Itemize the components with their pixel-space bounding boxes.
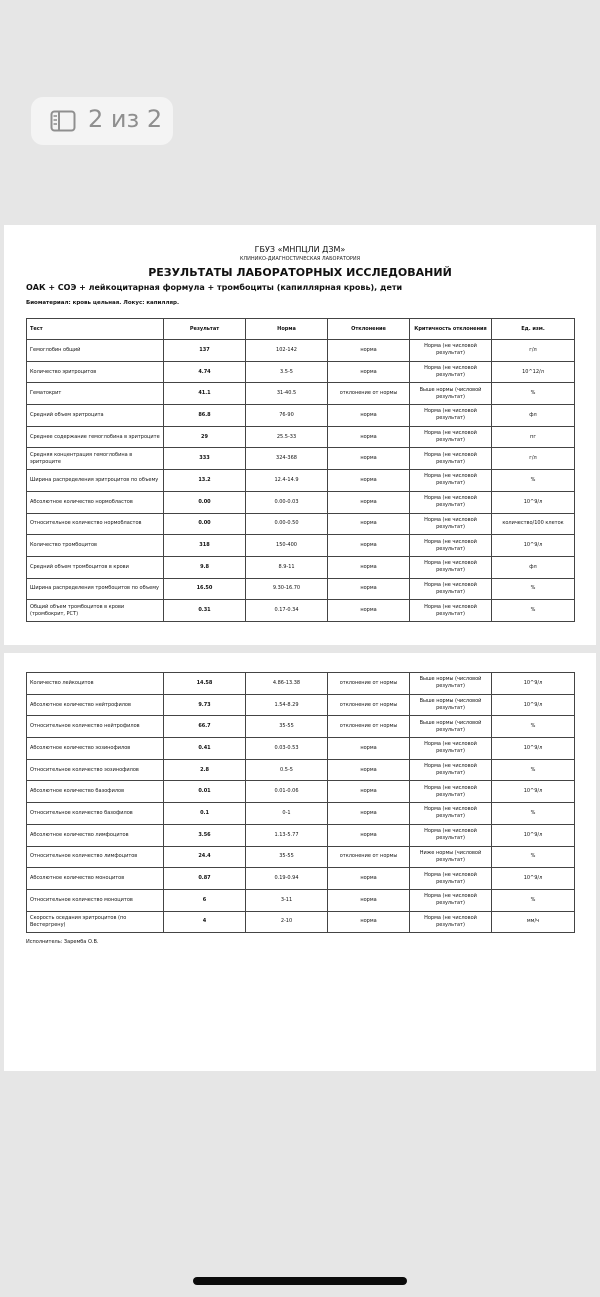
test-name: Гемоглобин общий xyxy=(27,340,164,362)
result-value: 333 xyxy=(164,448,246,470)
result-value: 3.56 xyxy=(164,824,246,846)
deviation-status: норма xyxy=(328,600,410,622)
test-name: Абсолютное количество моноцитов xyxy=(27,868,164,890)
norm-range: 0.01-0.06 xyxy=(246,781,328,803)
home-indicator[interactable] xyxy=(193,1277,407,1285)
criticality: Норма (не числовой результат) xyxy=(410,448,492,470)
unit: г/л xyxy=(492,448,575,470)
table-row xyxy=(27,889,575,911)
deviation-status: норма xyxy=(328,889,410,911)
deviation-status: норма xyxy=(328,759,410,781)
unit: 10^9/л xyxy=(492,824,575,846)
lab-organization: ГБУЗ «МНПЦЛИ ДЗМ» xyxy=(254,245,346,254)
report-title: РЕЗУЛЬТАТЫ ЛАБОРАТОРНЫХ ИССЛЕДОВАНИЙ xyxy=(148,266,452,279)
page-indicator[interactable] xyxy=(31,97,173,145)
norm-range: 1.54-8.29 xyxy=(246,694,328,716)
result-value: 2.8 xyxy=(164,759,246,781)
result-value: 24.4 xyxy=(164,846,246,868)
table-row xyxy=(27,426,575,448)
norm-range: 76-90 xyxy=(246,405,328,427)
norm-range: 25.5-33 xyxy=(246,426,328,448)
table-row xyxy=(27,781,575,803)
test-name: Абсолютное количество нейтрофилов xyxy=(27,694,164,716)
deviation-status: норма xyxy=(328,448,410,470)
unit: 10^9/л xyxy=(492,738,575,760)
criticality: Норма (не числовой результат) xyxy=(410,803,492,825)
criticality: Норма (не числовой результат) xyxy=(410,340,492,362)
result-value: 318 xyxy=(164,535,246,557)
norm-range: 35-55 xyxy=(246,846,328,868)
norm-range: 31-40.5 xyxy=(246,383,328,405)
norm-range: 2-10 xyxy=(246,911,328,933)
criticality: Выше нормы (числовой результат) xyxy=(410,383,492,405)
table-row xyxy=(27,361,575,383)
result-value: 16.50 xyxy=(164,578,246,600)
lab-department: КЛИНИКО-ДИАГНОСТИЧЕСКАЯ ЛАБОРАТОРИЯ xyxy=(239,256,361,262)
result-value: 0.31 xyxy=(164,600,246,622)
result-value: 41.1 xyxy=(164,383,246,405)
table-row xyxy=(27,673,575,695)
result-value: 137 xyxy=(164,340,246,362)
test-name: Средний объем эритроцита xyxy=(27,405,164,427)
table-row xyxy=(27,759,575,781)
norm-range: 150-400 xyxy=(246,535,328,557)
table-row xyxy=(27,738,575,760)
column-header-result: Результат xyxy=(164,319,246,340)
page-indicator-label: 2 из 2 xyxy=(88,105,163,133)
unit: фл xyxy=(492,405,575,427)
column-header-norm: Норма xyxy=(246,319,328,340)
table-row xyxy=(27,383,575,405)
deviation-status: норма xyxy=(328,578,410,600)
unit: % xyxy=(492,578,575,600)
unit: 10^9/л xyxy=(492,673,575,695)
test-name: Относительное количество моноцитов xyxy=(27,889,164,911)
norm-range: 3.5-5 xyxy=(246,361,328,383)
document-page-2 xyxy=(4,653,596,1071)
deviation-status: норма xyxy=(328,911,410,933)
test-name: Ширина распределения тромбоцитов по объему xyxy=(27,578,164,600)
table-row xyxy=(27,600,575,622)
table-row xyxy=(27,868,575,890)
norm-range: 0.17-0.34 xyxy=(246,600,328,622)
criticality: Норма (не числовой результат) xyxy=(410,556,492,578)
deviation-status: норма xyxy=(328,781,410,803)
test-name: Скорость оседания эритроцитов (по Вестергрену) xyxy=(27,911,164,933)
column-header-test: Тест xyxy=(27,319,164,340)
criticality: Норма (не числовой результат) xyxy=(410,361,492,383)
result-value: 86.8 xyxy=(164,405,246,427)
deviation-status: норма xyxy=(328,824,410,846)
test-name: Общий объем тромбоцитов в крови (тромбокрит, PCT) xyxy=(27,600,164,622)
test-name: Количество тромбоцитов xyxy=(27,535,164,557)
criticality: Норма (не числовой результат) xyxy=(410,889,492,911)
column-header-deviation: Отклонение xyxy=(328,319,410,340)
table-row xyxy=(27,448,575,470)
norm-range: 35-55 xyxy=(246,716,328,738)
norm-range: 0.00-0.03 xyxy=(246,491,328,513)
test-name: Ширина распределения эритроцитов по объему xyxy=(27,470,164,492)
unit: % xyxy=(492,759,575,781)
norm-range: 3-11 xyxy=(246,889,328,911)
norm-range: 0.19-0.94 xyxy=(246,868,328,890)
sidebar-icon[interactable] xyxy=(50,110,76,132)
norm-range: 8.9-11 xyxy=(246,556,328,578)
results-table xyxy=(26,318,575,622)
norm-range: 1.13-5.77 xyxy=(246,824,328,846)
norm-range: 4.86-13.38 xyxy=(246,673,328,695)
deviation-status: норма xyxy=(328,426,410,448)
norm-range: 0.5-5 xyxy=(246,759,328,781)
unit: % xyxy=(492,716,575,738)
unit: мм/ч xyxy=(492,911,575,933)
deviation-status: норма xyxy=(328,535,410,557)
test-name: Относительное количество нейтрофилов xyxy=(27,716,164,738)
test-name: Средний объем тромбоцитов в крови xyxy=(27,556,164,578)
deviation-status: норма xyxy=(328,513,410,535)
results-table-continued xyxy=(26,672,575,933)
deviation-status: норма xyxy=(328,405,410,427)
norm-range: 12.4-14.9 xyxy=(246,470,328,492)
deviation-status: отклонение от нормы xyxy=(328,673,410,695)
unit: 10^12/л xyxy=(492,361,575,383)
result-value: 29 xyxy=(164,426,246,448)
unit: фл xyxy=(492,556,575,578)
column-header-criticality: Критичность отклонения xyxy=(410,319,492,340)
criticality: Норма (не числовой результат) xyxy=(410,868,492,890)
table-header-row xyxy=(27,319,575,340)
biomaterial-info: Биоматериал: кровь цельная. Локус: капилляр. xyxy=(26,300,180,306)
table-row xyxy=(27,470,575,492)
table-row xyxy=(27,911,575,933)
deviation-status: норма xyxy=(328,868,410,890)
unit: 10^9/л xyxy=(492,535,575,557)
result-value: 4 xyxy=(164,911,246,933)
deviation-status: норма xyxy=(328,738,410,760)
unit: % xyxy=(492,846,575,868)
unit: % xyxy=(492,803,575,825)
criticality: Норма (не числовой результат) xyxy=(410,491,492,513)
result-value: 0.41 xyxy=(164,738,246,760)
table-row xyxy=(27,824,575,846)
result-value: 13.2 xyxy=(164,470,246,492)
unit: г/л xyxy=(492,340,575,362)
table-row xyxy=(27,405,575,427)
unit: количество/100 клеток xyxy=(492,513,575,535)
unit: % xyxy=(492,383,575,405)
deviation-status: норма xyxy=(328,340,410,362)
result-value: 0.00 xyxy=(164,491,246,513)
norm-range: 0-1 xyxy=(246,803,328,825)
table-row xyxy=(27,491,575,513)
norm-range: 0.03-0.53 xyxy=(246,738,328,760)
criticality: Норма (не числовой результат) xyxy=(410,781,492,803)
deviation-status: отклонение от нормы xyxy=(328,694,410,716)
result-value: 0.00 xyxy=(164,513,246,535)
norm-range: 0.00-0.50 xyxy=(246,513,328,535)
criticality: Норма (не числовой результат) xyxy=(410,405,492,427)
table-row xyxy=(27,578,575,600)
document-page-1 xyxy=(4,225,596,645)
deviation-status: норма xyxy=(328,556,410,578)
criticality: Норма (не числовой результат) xyxy=(410,600,492,622)
result-value: 0.1 xyxy=(164,803,246,825)
test-name: Относительное количество лимфоцитов xyxy=(27,846,164,868)
criticality: Норма (не числовой результат) xyxy=(410,535,492,557)
unit: 10^9/л xyxy=(492,491,575,513)
test-panel-name: ОАК + СОЭ + лейкоцитарная формула + тромбоциты (капиллярная кровь), дети xyxy=(26,283,403,292)
table-row xyxy=(27,694,575,716)
performer-note: Исполнитель: Заремба О.В. xyxy=(26,939,99,945)
criticality: Норма (не числовой результат) xyxy=(410,738,492,760)
deviation-status: отклонение от нормы xyxy=(328,383,410,405)
criticality: Норма (не числовой результат) xyxy=(410,759,492,781)
table-row xyxy=(27,535,575,557)
result-value: 66.7 xyxy=(164,716,246,738)
deviation-status: отклонение от нормы xyxy=(328,716,410,738)
criticality: Норма (не числовой результат) xyxy=(410,513,492,535)
deviation-status: норма xyxy=(328,803,410,825)
unit: 10^9/л xyxy=(492,781,575,803)
test-name: Относительное количество эозинофилов xyxy=(27,759,164,781)
table-row xyxy=(27,556,575,578)
test-name: Относительное количество базофилов xyxy=(27,803,164,825)
unit: пг xyxy=(492,426,575,448)
result-value: 9.73 xyxy=(164,694,246,716)
test-name: Среднее содержание гемоглобина в эритроците xyxy=(27,426,164,448)
table-row xyxy=(27,716,575,738)
test-name: Абсолютное количество эозинофилов xyxy=(27,738,164,760)
deviation-status: норма xyxy=(328,470,410,492)
result-value: 9.8 xyxy=(164,556,246,578)
criticality: Выше нормы (числовой результат) xyxy=(410,673,492,695)
test-name: Абсолютное количество лимфоцитов xyxy=(27,824,164,846)
test-name: Относительное количество нормобластов xyxy=(27,513,164,535)
norm-range: 324-368 xyxy=(246,448,328,470)
result-value: 0.01 xyxy=(164,781,246,803)
test-name: Абсолютное количество базофилов xyxy=(27,781,164,803)
column-header-unit: Ед. изм. xyxy=(492,319,575,340)
test-name: Средняя концентрация гемоглобина в эритроците xyxy=(27,448,164,470)
unit: % xyxy=(492,889,575,911)
unit: % xyxy=(492,600,575,622)
deviation-status: норма xyxy=(328,491,410,513)
norm-range: 9.30-16.70 xyxy=(246,578,328,600)
test-name: Абсолютное количество нормобластов xyxy=(27,491,164,513)
table-row xyxy=(27,803,575,825)
criticality: Норма (не числовой результат) xyxy=(410,578,492,600)
table-row xyxy=(27,340,575,362)
deviation-status: норма xyxy=(328,361,410,383)
criticality: Ниже нормы (числовой результат) xyxy=(410,846,492,868)
table-row xyxy=(27,513,575,535)
result-value: 0.87 xyxy=(164,868,246,890)
result-value: 4.74 xyxy=(164,361,246,383)
test-name: Гематокрит xyxy=(27,383,164,405)
criticality: Выше нормы (числовой результат) xyxy=(410,694,492,716)
unit: 10^9/л xyxy=(492,694,575,716)
criticality: Норма (не числовой результат) xyxy=(410,911,492,933)
unit: 10^9/л xyxy=(492,868,575,890)
criticality: Норма (не числовой результат) xyxy=(410,470,492,492)
criticality: Норма (не числовой результат) xyxy=(410,824,492,846)
test-name: Количество эритроцитов xyxy=(27,361,164,383)
test-name: Количество лейкоцитов xyxy=(27,673,164,695)
criticality: Выше нормы (числовой результат) xyxy=(410,716,492,738)
norm-range: 102-142 xyxy=(246,340,328,362)
deviation-status: отклонение от нормы xyxy=(328,846,410,868)
result-value: 6 xyxy=(164,889,246,911)
table-row xyxy=(27,846,575,868)
criticality: Норма (не числовой результат) xyxy=(410,426,492,448)
unit: % xyxy=(492,470,575,492)
result-value: 14.58 xyxy=(164,673,246,695)
